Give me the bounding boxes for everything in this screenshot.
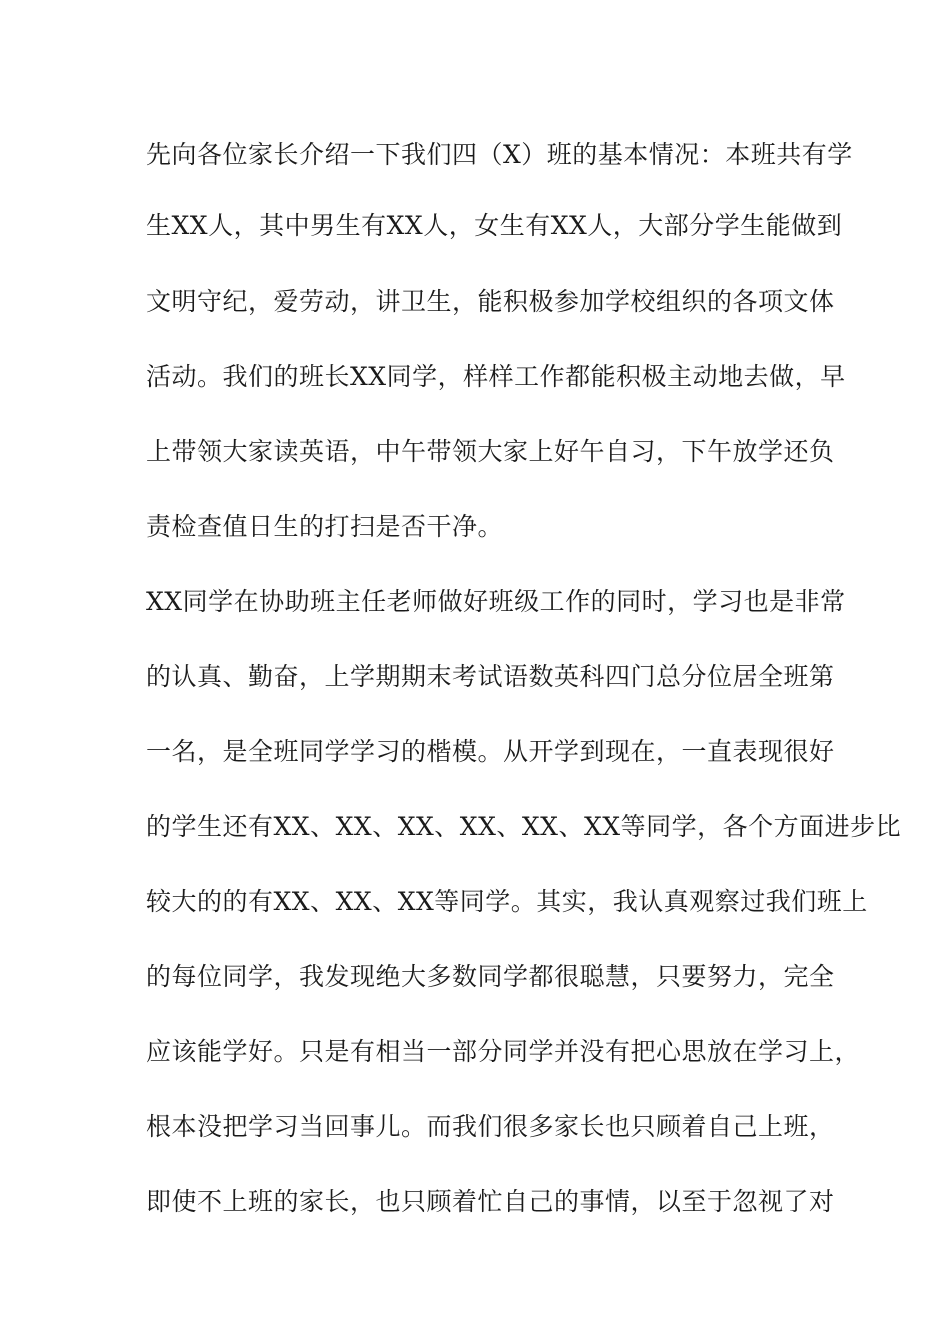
text-line: 即使不上班的家长，也只顾着忙自己的事情，以至于忽视了对 xyxy=(146,1187,835,1216)
text-line: XX同学在协助班主任老师做好班级工作的同时，学习也是非常 xyxy=(146,587,846,616)
text-line: 先向各位家长介绍一下我们四（X）班的基本情况：本班共有学 xyxy=(146,140,853,169)
text-line: 生XX人，其中男生有XX人，女生有XX人，大部分学生能做到 xyxy=(146,211,843,240)
text-line: 应该能学好。只是有相当一部分同学并没有把心思放在学习上， xyxy=(146,1037,861,1066)
text-line: 文明守纪，爱劳动，讲卫生，能积极参加学校组织的各项文体 xyxy=(146,287,835,316)
text-line: 一名，是全班同学学习的楷模。从开学到现在，一直表现很好 xyxy=(146,737,835,766)
text-line: 的每位同学，我发现绝大多数同学都很聪慧，只要努力，完全 xyxy=(146,962,835,991)
text-line: 活动。我们的班长XX同学，样样工作都能积极主动地去做，早 xyxy=(146,362,846,391)
text-line: 的认真、勤奋，上学期期末考试语数英科四门总分位居全班第 xyxy=(146,662,835,691)
text-line: 责检查值日生的打扫是否干净。 xyxy=(146,512,504,541)
text-line: 上带领大家读英语，中午带领大家上好午自习，下午放学还负 xyxy=(146,437,835,466)
text-line: 较大的的有XX、XX、XX等同学。其实，我认真观察过我们班上 xyxy=(146,887,868,916)
text-line: 的学生还有XX、XX、XX、XX、XX、XX等同学，各个方面进步比 xyxy=(146,812,902,841)
text-line: 根本没把学习当回事儿。而我们很多家长也只顾着自己上班， xyxy=(146,1112,835,1141)
